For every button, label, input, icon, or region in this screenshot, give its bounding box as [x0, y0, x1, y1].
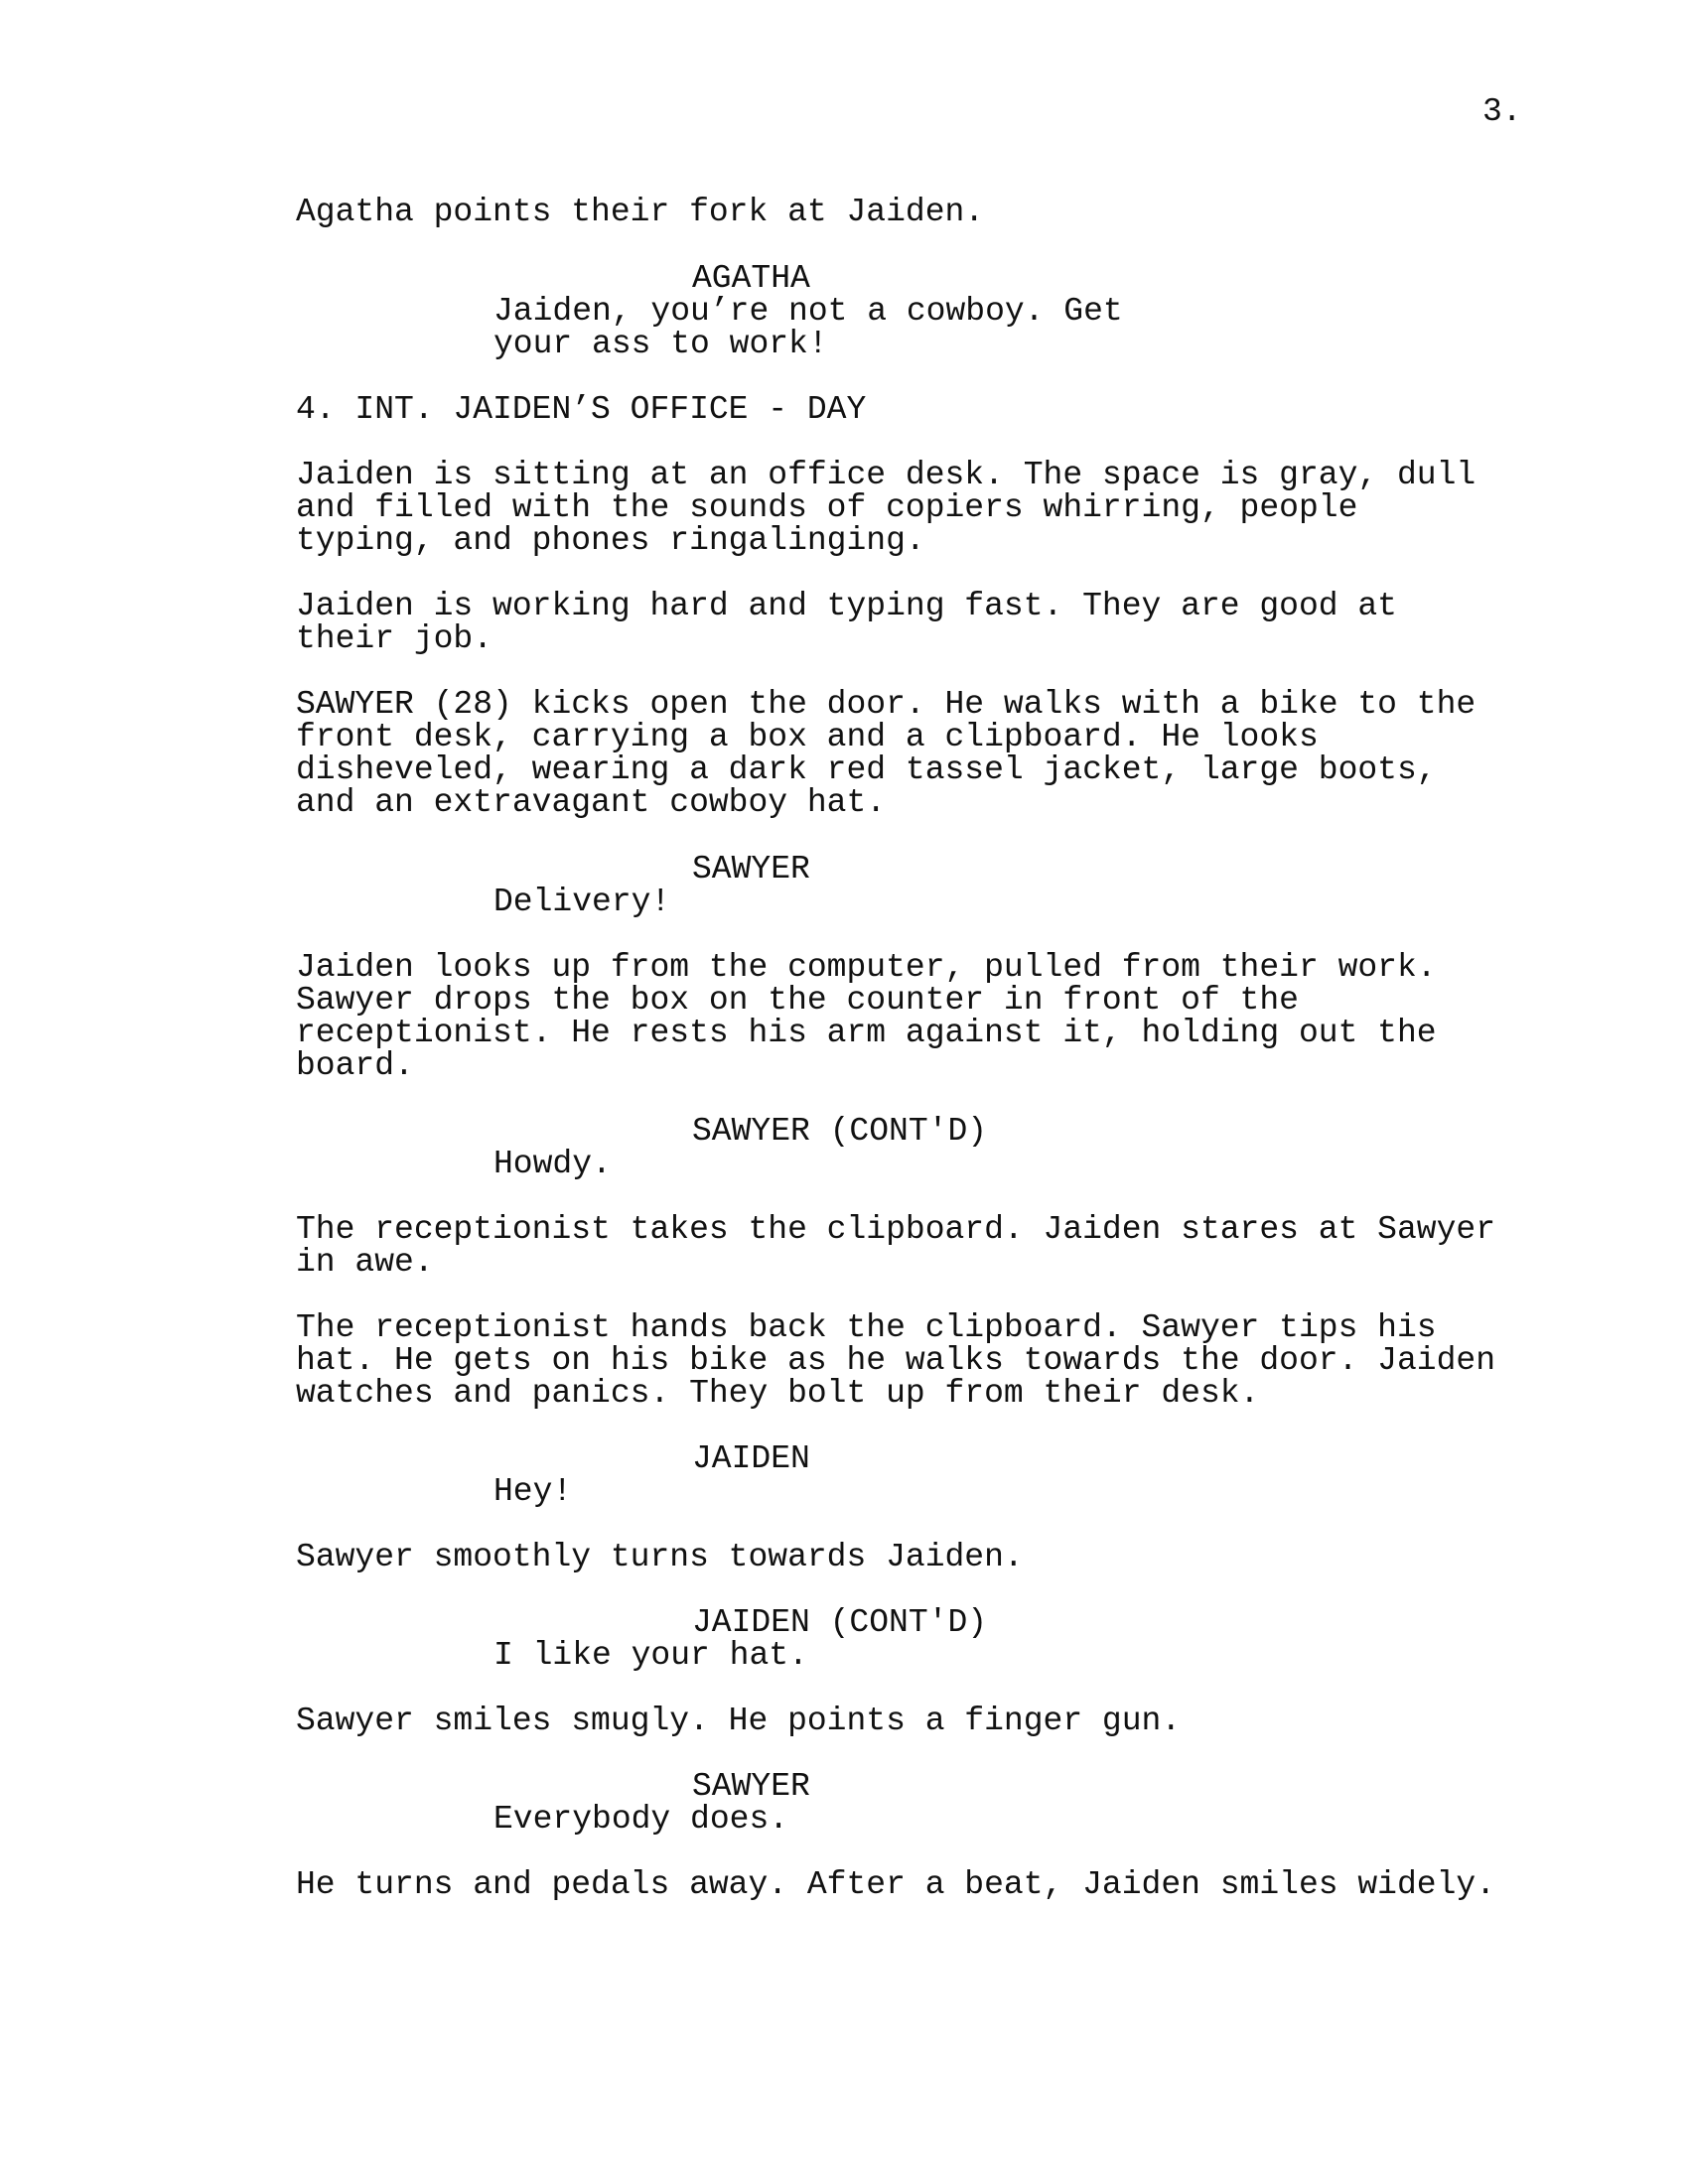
character-name: SAWYER — [692, 1768, 810, 1805]
dialogue-line: I like your hat. — [493, 1637, 808, 1674]
action-line: typing, and phones ringalinging. — [296, 522, 925, 559]
dialogue-line: Delivery! — [493, 884, 671, 920]
character-name: AGATHA — [692, 260, 810, 297]
dialogue-line: Everybody does. — [493, 1801, 789, 1838]
dialogue-line: Jaiden, you’re not a cowboy. Get — [493, 293, 1123, 330]
action-line: Sawyer smiles smugly. He points a finger gun. — [296, 1703, 1182, 1739]
action-line: disheveled, wearing a dark red tassel jacket, large boots, — [296, 751, 1437, 788]
action-line: hat. He gets on his bike as he walks towards the door. Jaiden — [296, 1342, 1495, 1379]
action-line: watches and panics. They bolt up from their desk. — [296, 1375, 1260, 1412]
character-name: JAIDEN — [692, 1440, 810, 1477]
action-line: board. — [296, 1047, 414, 1084]
action-line: their job. — [296, 620, 493, 657]
character-name: SAWYER (CONT'D) — [692, 1113, 988, 1150]
action-line: The receptionist takes the clipboard. Jaiden stares at Sawyer — [296, 1211, 1495, 1248]
action-line: The receptionist hands back the clipboard. Sawyer tips his — [296, 1309, 1437, 1346]
action-line: Agatha points their fork at Jaiden. — [296, 194, 985, 230]
dialogue-line: your ass to work! — [493, 326, 828, 362]
action-line: in awe. — [296, 1244, 434, 1281]
action-line: and filled with the sounds of copiers whirring, people — [296, 489, 1358, 526]
action-line: Sawyer drops the box on the counter in front of the — [296, 982, 1299, 1019]
action-line: receptionist. He rests his arm against it, holding out the — [296, 1015, 1437, 1051]
action-line: Jaiden is working hard and typing fast. They are good at — [296, 588, 1397, 624]
action-line: SAWYER (28) kicks open the door. He walks with a bike to the — [296, 686, 1477, 723]
action-line: front desk, carrying a box and a clipboard. He looks — [296, 719, 1319, 755]
scene-heading: 4. INT. JAIDEN’S OFFICE - DAY — [296, 391, 867, 428]
character-name: JAIDEN (CONT'D) — [692, 1604, 988, 1641]
action-line: Sawyer smoothly turns towards Jaiden. — [296, 1539, 1024, 1575]
character-name: SAWYER — [692, 851, 810, 887]
dialogue-line: Howdy. — [493, 1146, 612, 1182]
action-line: He turns and pedals away. After a beat, Jaiden smiles widely. — [296, 1866, 1495, 1903]
action-line: Jaiden is sitting at an office desk. The space is gray, dull — [296, 457, 1477, 493]
page-number: 3. — [1482, 93, 1522, 130]
action-line: and an extravagant cowboy hat. — [296, 784, 887, 821]
dialogue-line: Hey! — [493, 1473, 573, 1510]
action-line: Jaiden looks up from the computer, pulled from their work. — [296, 949, 1437, 986]
